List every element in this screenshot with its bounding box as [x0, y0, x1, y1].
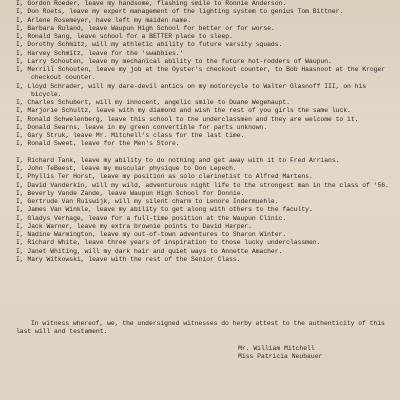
bequest-entry: I, Don Roets, leave my expert management of the lighting system to genius Tom Bittner.: [16, 8, 344, 16]
bequest-entry: I, Barbara Ruland, leave Waupun High School for better or for worse.: [16, 24, 275, 32]
signature-william-mitchell: Mr. William Mitchell: [238, 345, 315, 352]
bequest-entry: I, Nadine Warmington, leave my out-of-town adventures to Sharon Winter.: [16, 231, 287, 238]
bequest-entry: I, Richard White, leave three years of inspiration to those lucky underclassmen.: [16, 239, 321, 247]
bequest-entry: I, Harvey Schmitz, leave for the 'swabbies.': [16, 49, 184, 57]
witness-statement: [16, 320, 386, 337]
bequest-entry: I, Merrill Schouten, leave my job at the Oyster's checkout counter, to Bob Haasnoot at the Kroger checkout counter.: [16, 66, 386, 82]
bequest-entry: I, James Van Winkle, leave my ability to get along with others to the faculty.: [16, 206, 313, 214]
bequest-entry: I, Marjorie Schultz, leave with my diamond and wish the rest of you girls the same luck.: [16, 107, 351, 115]
witness-statement-text: In witness whereof, we, the undersigned witnesses do herby attest to the authenticity of this last will and testament.: [16, 320, 385, 336]
bequest-entry: I, Lloyd Schrader, will my dare-devil antics on my motorcycle to Walter Glasnoff III, on his bicycle.: [16, 82, 367, 98]
signature-patricia-neubauer: Miss Patricia Neubauer: [238, 353, 323, 361]
bequest-entry: I, Gertrude Van Ruiswijk, will my silent charm to Lenore Indermuehle.: [16, 198, 279, 205]
bequest-entry: I, Ronald Sweet, leave for the Men's Store.: [16, 140, 180, 148]
bequest-entry: I, Ronald Sang, leave school for a BETTER place to sleep.: [16, 33, 233, 40]
bequest-entry: I, Larry Schouten, leave my mechanical ability to the future hot-rodders of Waupun.: [16, 57, 332, 65]
bequest-entry: I, Janet Whiting, will my dark hair and quiet ways to Annette Amacher.: [16, 247, 283, 255]
bequest-entry: I, Ronald Schwelenberg, leave this school to the underclassmen and they are welcome to it.: [16, 115, 359, 123]
bequest-entry: I, Gladys Verhage, leave for a full-time position at the Waupun Clinic.: [16, 214, 287, 222]
bequest-list: [16, 0, 396, 264]
bequest-entry: I, Jack Warner, leave my extra brownie points to David Harper.: [16, 222, 252, 230]
bequest-entry: I, Phyllis Ter Horst, leave my position as solo clarinetist to Alfred Martens.: [16, 173, 313, 181]
bequest-entry: I, Gary Struk, leave Mr. Mitchell's class for the last time.: [16, 132, 245, 139]
bequest-entry: I, Mary Witkowski, leave with the rest of the Senior Class.: [16, 255, 241, 263]
bequest-entry: I, Dorothy Schmitz, will my athletic ability to future varsity squads.: [16, 41, 283, 49]
bequest-entry: I, David Vanderkin, will my wild, adventurous night life to the strongest man in the class of '56.: [16, 181, 389, 189]
bequest-entry: I, Gordon Roeder, leave my handsome, flashing smile to Ronnie Anderson.: [16, 0, 287, 7]
bequest-entry: I, Arlene Rosemeyer, have left my maiden name.: [16, 16, 192, 24]
bequest-entry: I, Richard Tank, leave my ability to do nothing and get away with it to Fred Arrians.: [16, 156, 340, 164]
bequest-entry: I, John TeBeest, leave my muscular physique to Don Lepech.: [16, 165, 237, 172]
bequest-entry: I, Beverly Vande Zande, leave Waupun High School for Donnie.: [16, 189, 245, 197]
bequest-entry: I, Donald Searns, leave in my green convertible for parts unknown.: [16, 123, 268, 131]
bequest-entry: I, Charles Schubert, will my innocent, angelic smile to Duane Wegehaupt.: [16, 99, 290, 106]
witness-signatures: [238, 345, 322, 362]
